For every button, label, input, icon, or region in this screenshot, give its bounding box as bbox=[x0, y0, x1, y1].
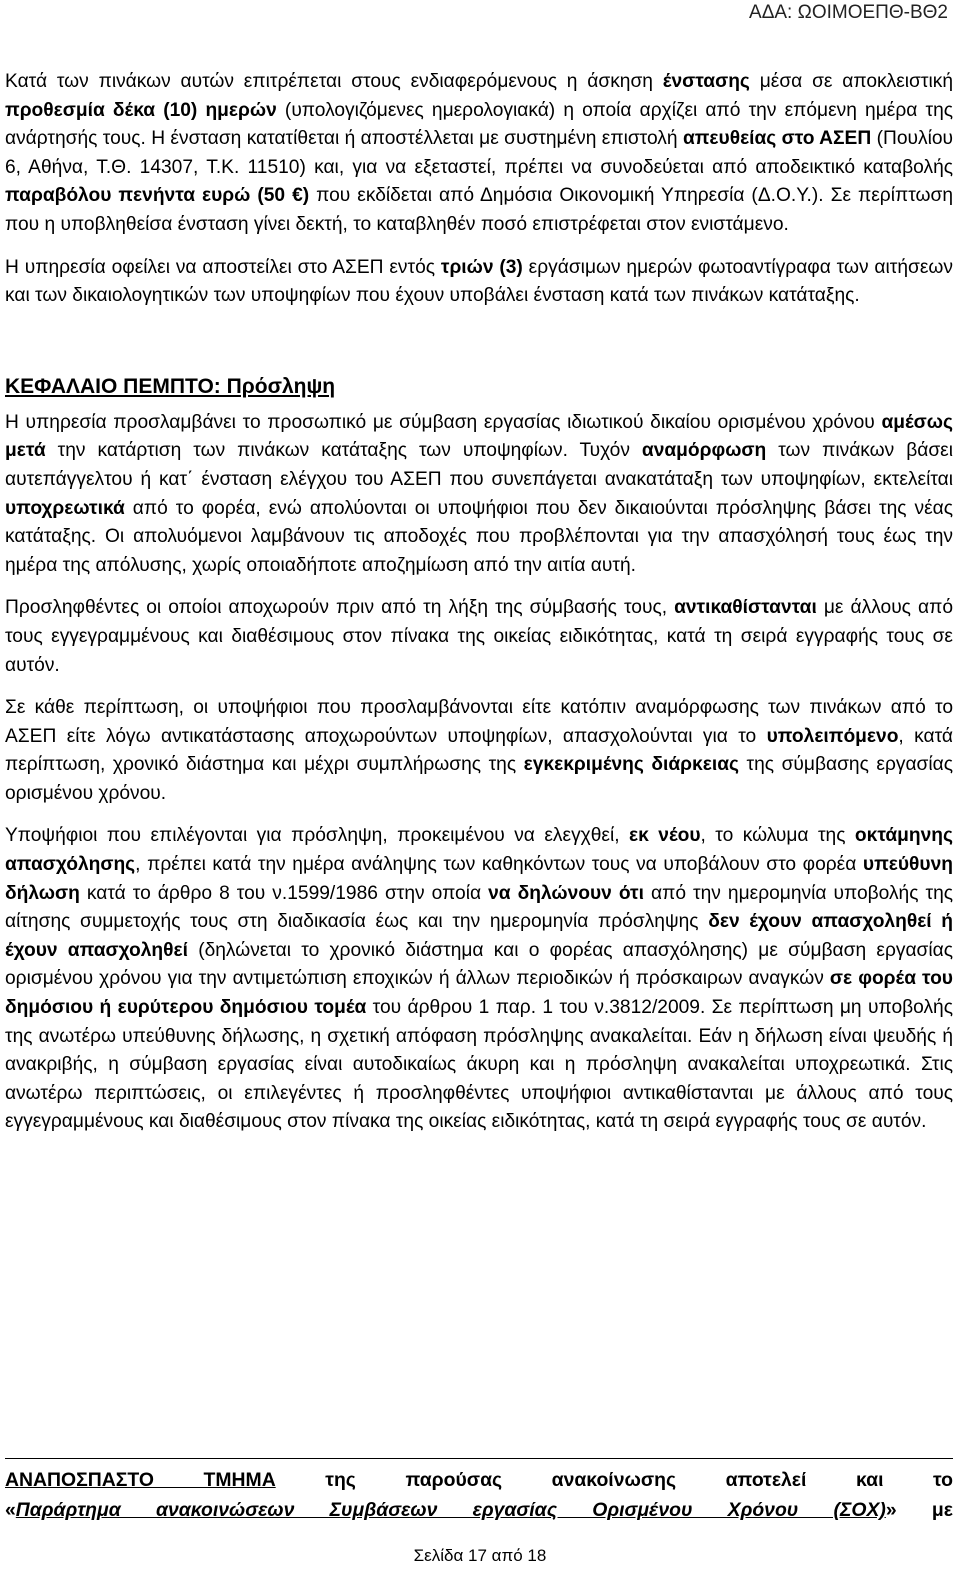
asep-dispatch-paragraph: Η υπηρεσία οφείλει να αποστείλει στο ΑΣΕΠ εντός τριών (3) εργάσιμων ημερών φωτοαντίγραφα των αιτήσεων και των δικαιολογητικών των υποψηφίων που έχουν υποβάλει ένσταση κατά των πινάκων κατάταξης. bbox=[5, 256, 953, 307]
page-number: Σελίδα 17 από 18 bbox=[413, 1546, 547, 1565]
remaining-term-paragraph: Σε κάθε περίπτωση, οι υποψήφιοι που προσλαμβάνονται είτε κατόπιν αναμόρφωσης των πινάκων από το ΑΣΕΠ είτε λόγω αντικατάστασης αποχωρούντων υποψηφίων, απασχολούνται για το υπολειπόμενο, κατά περίπτωση, χρονικό διάστημα και μέχρι συμπλήρωσης της εγκεκριμένης διάρκειας της σύμβασης εργασίας ορισμένου χρόνου. bbox=[5, 697, 953, 804]
page-body bbox=[5, 68, 953, 1137]
chapter-five-heading: ΚΕΦΑΛΑΙΟ ΠΕΜΠΤΟ: Πρόσληψη bbox=[5, 374, 336, 398]
solemn-declaration-paragraph: Υποψήφιοι που επιλέγονται για πρόσληψη, προκειμένου να ελεγχθεί, εκ νέου, το κώλυμα της οκτάμηνης απασχόλησης, πρέπει κατά την ημέρα ανάληψης των καθηκόντων τους να υποβάλουν στο φορέα υπεύθυνη δήλωση κατά το άρθρο 8 του ν.1599/1986 στην οποία να δηλώνουν ότι από την ημερομηνία υποβολής της αίτησης συμμετοχής τους στη διαδικασία έως και την ημερομηνία πρόσληψης δεν έχουν απασχοληθεί ή έχουν απασχοληθεί (δηλώνεται το χρονικό διάστημα και ο φορέας απασχόλησης) με σύμβαση εργασίας ορισμένου χρόνου για την αντιμετώπιση εποχικών ή άλλων περιοδικών ή πρόσκαιρων αναγκών σε φορέα του δημόσιου ή ευρύτερου δημόσιου τομέα του άρθρου 1 παρ. 1 του ν.3812/2009. Σε περίπτωση μη υποβολής της ανωτέρω υπεύθυνης δήλωσης, η σχετική απόφαση πρόσληψης ανακαλείται. Εάν η δήλωση είναι ψευδής ή ανακριβής, η σύμβαση εργασίας είναι αυτοδικαίως άκυρη και η πρόσληψη ανακαλείται υποχρεωτικά. Στις ανωτέρω περιπτώσεις, οι επιλεγέντες ή προσληφθέντες υποψήφιοι αντικαθίστανται με άλλους από τους εγγεγραμμένους και διαθέσιμους στον πίνακα της οικείας ειδικότητας, κατά τη σειρά εγγραφής τους σε αυτόν. bbox=[5, 825, 954, 1133]
document-ada-code: ΑΔΑ: ΩΟΙΜΟΕΠΘ-ΒΘ2 bbox=[749, 2, 948, 23]
detachable-section-line-2: «Παράρτημα ανακοινώσεων Συμβάσεων εργασίας Ορισμένου Χρόνου (ΣΟΧ)» με bbox=[5, 1499, 953, 1521]
detachable-section-line-1: ΑΝΑΠΟΣΠΑΣΤΟ ΤΜΗΜΑ της παρούσας ανακοίνωσης αποτελεί και το bbox=[5, 1469, 954, 1491]
objection-paragraph: Κατά των πινάκων αυτών επιτρέπεται στους ενδιαφερόμενους η άσκηση ένστασης μέσα σε αποκλειστική προθεσμία δέκα (10) ημερών (υπολογιζόμενες ημερολογιακά) η οποία αρχίζει από την επόμενη ημέρα της ανάρτησής τους. Η ένσταση κατατίθεται ή αποστέλλεται με συστημένη επιστολή απευθείας στο ΑΣΕΠ (Πουλίου 6, Αθήνα, Τ.Θ. 14307, Τ.Κ. 11510) και, για να εξεταστεί, πρέπει να συνοδεύεται από αποδεικτικό καταβολής παραβόλου πενήντα ευρώ (50 €) που εκδίδεται από Δημόσια Οικονομική Υπηρεσία (Δ.Ο.Υ.). Σε περίπτωση που η υποβληθείσα ένσταση γίνει δεκτή, το καταβληθέν ποσό επιστρέφεται στον ενιστάμενο. bbox=[5, 71, 954, 235]
replacement-paragraph: Προσληφθέντες οι οποίοι αποχωρούν πριν από τη λήξη της σύμβασής τους, αντικαθίστανται με άλλους από τους εγγεγραμμένους και διαθέσιμους στον πίνακα της οικείας ειδικότητας, κατά τη σειρά εγγραφής τους σε αυτόν. bbox=[5, 597, 953, 676]
detachable-section-box bbox=[5, 1458, 953, 1525]
hiring-paragraph: Η υπηρεσία προσλαμβάνει το προσωπικό με σύμβαση εργασίας ιδιωτικού δικαίου ορισμένου χρόνου αμέσως μετά την κατάρτιση των πινάκων κατάταξης των υποψηφίων. Τυχόν αναμόρφωση των πινάκων βάσει αυτεπάγγελτου ή κατ΄ ένσταση ελέγχου του ΑΣΕΠ που συνεπάγεται ανακατάταξη των υποψηφίων, εκτελείται υποχρεωτικά από το φορέα, ενώ απολύονται οι υποψήφιοι που δεν δικαιούνται πρόσληψης βάσει της νέας κατάταξης. Οι απολυόμενοι λαμβάνουν τις αποδοχές που προβλέπονται για την απασχόλησή τους έως την ημέρα της απόλυσης, χωρίς οποιαδήποτε αποζημίωση από την αιτία αυτή. bbox=[5, 411, 953, 576]
